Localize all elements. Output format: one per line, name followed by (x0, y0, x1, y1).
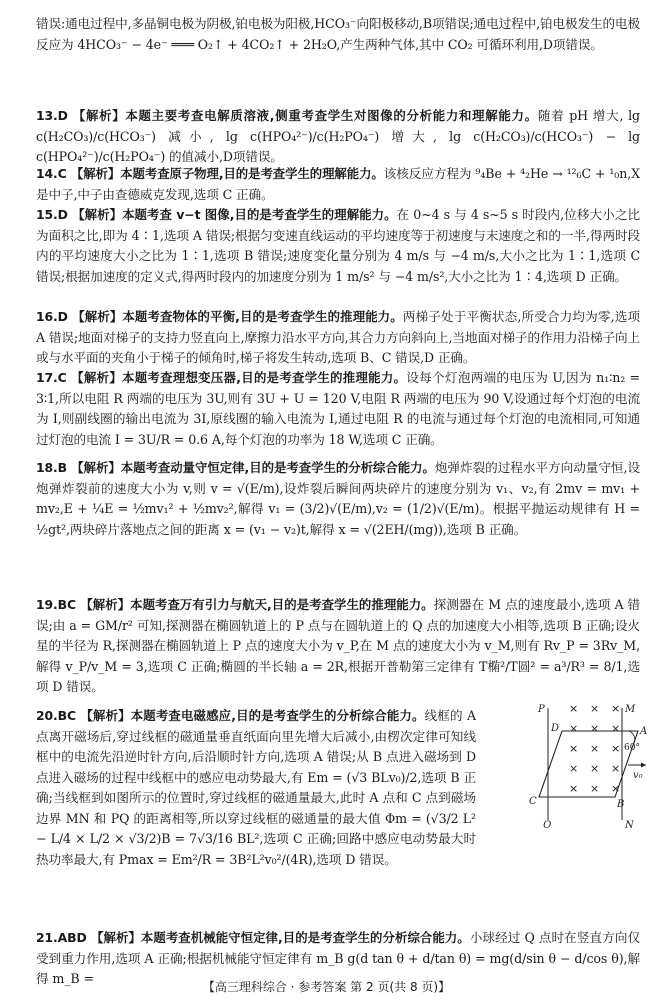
label-a: A (640, 726, 648, 737)
label-p: P (538, 704, 545, 715)
label-b: B (617, 799, 625, 810)
answer-text: 错误:通电过程中,多晶铜电极为阴极,铂电极为阳极,HCO₃⁻向阳极移动,B项错误;通电过程中,铂电极发生的电极反应为 4HCO₃⁻ − 4e⁻ ═══ O₂↑ + 4CO₂↑ + 2H₂O,产生两种气体,其中 CO₂ 可循环利用,D项错误。 (36, 16, 640, 52)
answer-lead: 19.BC 【解析】本题考查万有引力与航天,目的是考查学生的推理能力。 (36, 597, 434, 612)
answer-paragraph (36, 164, 640, 205)
answer-item (36, 706, 476, 870)
answer-text: 在 0~4 s 与 4 s~5 s 时段内,位移大小之比为面积之比,即为 4∶1,选项 A 错误;根据匀变速直线运动的平均速度等于初速度与末速度之和的一半,得两时段内的平均速度大小之比为 1∶1,选项 B 错误;速度变化量分别为 4 m/s 与 −4 m/s,大小之比为 1∶1,选项 C 错误;根据加速度的定义式,得两时段内的加速度分别为 1 m/s² 与 −4 m/s²,大小之比为 1∶4,选项 D 正确。 (36, 207, 640, 284)
answer-paragraph (36, 205, 640, 287)
page-footer: 【高三理科综合 · 参考答案 第 2 页(共 8 页)】 (202, 980, 451, 994)
answer-paragraph (36, 706, 476, 870)
answer-paragraph (36, 14, 640, 55)
answer-text: 线框的 A 点离开磁场后,穿过线框的磁通量垂直纸面向里先增大后减小,由楞次定律可知线框中的电流先沿逆时针方向,后沿顺时针方向,选项 A 错误;从 B 点进入磁场到 D 点进入磁场的过程中线框中的感应电动势最大,有 Em = (√3 BLv₀)/2,选项 B 正确;当线框到如图所示的位置时,穿过线框的磁通量最大,此时 A 点和 C 点到磁场边界 MN 和 PQ 的距离相等,所以穿过线框的磁通量的最大值 Φm = (√3/2 L² − L/4 × L/2 × √3/2)B = 7√3/16 BL²,选项 C 正确;回路中感应电动势最大时热功率最大,有 Pmax = Em²/R = 3B²L²v₀²/(4R),选项 D 错误。 (36, 708, 476, 867)
answer-item (36, 458, 640, 540)
answer-text: 两梯子处于平衡状态,所受合力均为零,选项 A 错误;地面对梯子的支持力竖直向上,摩擦力沿水平方向,其合力方向斜向上,当地面对梯子的作用力沿梯子向上或与水平面的夹角小于梯子的倾角时,梯子将发生转动,选项 B、C 错误,D 正确。 (36, 309, 640, 365)
answer-lead: 14.C 【解析】本题考查原子物理,目的是考查学生的理解能力。 (36, 166, 384, 181)
field-mark: × (590, 742, 600, 755)
label-n: N (625, 820, 634, 828)
label-q: Q (543, 820, 552, 828)
answer-item (36, 106, 640, 168)
field-mark: × (569, 762, 579, 775)
label-angle: 60° (624, 743, 640, 753)
field-mark: × (590, 782, 600, 795)
answer-text: 随着 pH 增大, lg c(H₂CO₃)/c(HCO₃⁻) 减小, lg c(HPO₄²⁻)/c(H₂PO₄⁻) 增大, lg c(H₂CO₃)/c(HCO₃⁻) − lg c(HPO₄²⁻)/c(H₂PO₄⁻) 的值减小,D项错误。 (36, 108, 640, 164)
answer-item (36, 205, 640, 287)
answer-lead: 18.B 【解析】本题考查动量守恒定律,目的是考查学生的分析综合能力。 (36, 460, 435, 475)
answer-lead: 20.BC 【解析】本题考查电磁感应,目的是考查学生的分析综合能力。 (36, 708, 425, 723)
answer-lead: 17.C 【解析】本题考查理想变压器,目的是考查学生的推理能力。 (36, 370, 407, 385)
label-c: C (529, 796, 537, 807)
field-mark: × (569, 742, 579, 755)
answer-lead: 13.D 【解析】本题主要考查电解质溶液,侧重考查学生对图像的分析能力和理解能力。 (36, 108, 538, 123)
answer-item (36, 595, 640, 698)
field-mark: × (611, 742, 621, 755)
answer-item (36, 368, 640, 450)
field-mark: × (611, 722, 621, 735)
magnetic-field-marks (569, 702, 620, 795)
field-mark: × (611, 762, 621, 775)
electromagnetic-induction-figure (525, 700, 650, 828)
field-mark: × (611, 782, 621, 795)
answer-text: 探测器在 M 点的速度最小,选项 A 错误;由 a = GM/r² 可知,探测器在椭圆轨道上的 P 点与在圆轨道上的 Q 点的加速度大小相等,选项 B 正确;设火星的半径为 R,探测器在椭圆轨道上 P 点的速度大小为 v_P,在 M 点的速度大小为 v_M,则有 Rv_P = 3Rv_M,解得 v_P/v_M = 3,选项 C 正确;椭圆的半长轴 a = 2R,根据开普勒第三定律有 T椭²/T圆² = a³/R³ = 8/1,选项 D 错误。 (36, 597, 640, 694)
field-mark: × (590, 702, 600, 715)
answer-paragraph (36, 458, 640, 540)
answer-paragraph (36, 595, 640, 698)
field-mark: × (611, 702, 621, 715)
field-mark: × (569, 722, 579, 735)
answer-paragraph (36, 106, 640, 168)
label-v0: v₀ (633, 770, 643, 781)
answer-text: 设每个灯泡两端的电压为 U,因为 n₁∶n₂ = 3∶1,所以电阻 R 两端的电压为 3U,则有 3U + U = 120 V,电阻 R 两端的电压为 90 V,设通过每个灯泡的电流为 I,则副线圈的输出电流为 3I,原线圈的输入电流为 I,通过电阻 R 的电流与通过每个灯泡的电流相同,可知通过灯泡的电流 I = 3U/R = 0.6 A,每个灯泡的功率为 18 W,选项 C 正确。 (36, 370, 640, 447)
velocity-arrow-head (641, 763, 646, 768)
answer-paragraph (36, 307, 640, 369)
answer-lead: 16.D 【解析】本题考查物体的平衡,目的是考查学生的推理能力。 (36, 309, 403, 324)
label-m: M (625, 704, 636, 715)
answer-item (36, 14, 640, 55)
answer-item (36, 307, 640, 369)
label-d: D (551, 723, 560, 734)
answer-lead: 15.D 【解析】本题考查 v−t 图像,目的是考查学生的理解能力。 (36, 207, 397, 222)
answer-lead: 21.ABD 【解析】本题考查机械能守恒定律,目的是考查学生的分析综合能力。 (36, 930, 470, 945)
rhombus-loop (539, 731, 638, 797)
field-mark: × (590, 722, 600, 735)
answer-paragraph (36, 368, 640, 450)
answer-item (36, 164, 640, 205)
answer-text: 小球经过 Q 点时在竖直方向仅受到重力作用,选项 A 正确;根据机械能守恒定律有 m_B g(d tan θ + d/tan θ) = mg(d/sin θ − d/cos θ),解得 m_B = (36, 930, 640, 986)
answer-text: 炮弹炸裂的过程水平方向动量守恒,设炮弹炸裂前的速度大小为 v,则 v = √(E/m),设炸裂后瞬间两块碎片的速度分别为 v₁、v₂,有 2mv = mv₁ + mv₂,E + ¼E = ½mv₁² + ½mv₂²,解得 v₁ = (3/2)√(E/m),v₂ = (1/2)√(E/m)。根据平抛运动规律有 H = ½gt²,两块碎片落地点之间的距离 x = (v₁ − v₂)t,解得 x = √(2EH/(mg)),选项 B 正确。 (36, 460, 640, 537)
field-mark: × (590, 762, 600, 775)
answer-text: 该核反应方程为 ⁹₄Be + ⁴₂He → ¹²₆C + ¹₀n,X 是中子,中子由查德威克发现,选项 C 正确。 (36, 166, 641, 202)
field-mark: × (569, 702, 579, 715)
field-mark: × (569, 782, 579, 795)
